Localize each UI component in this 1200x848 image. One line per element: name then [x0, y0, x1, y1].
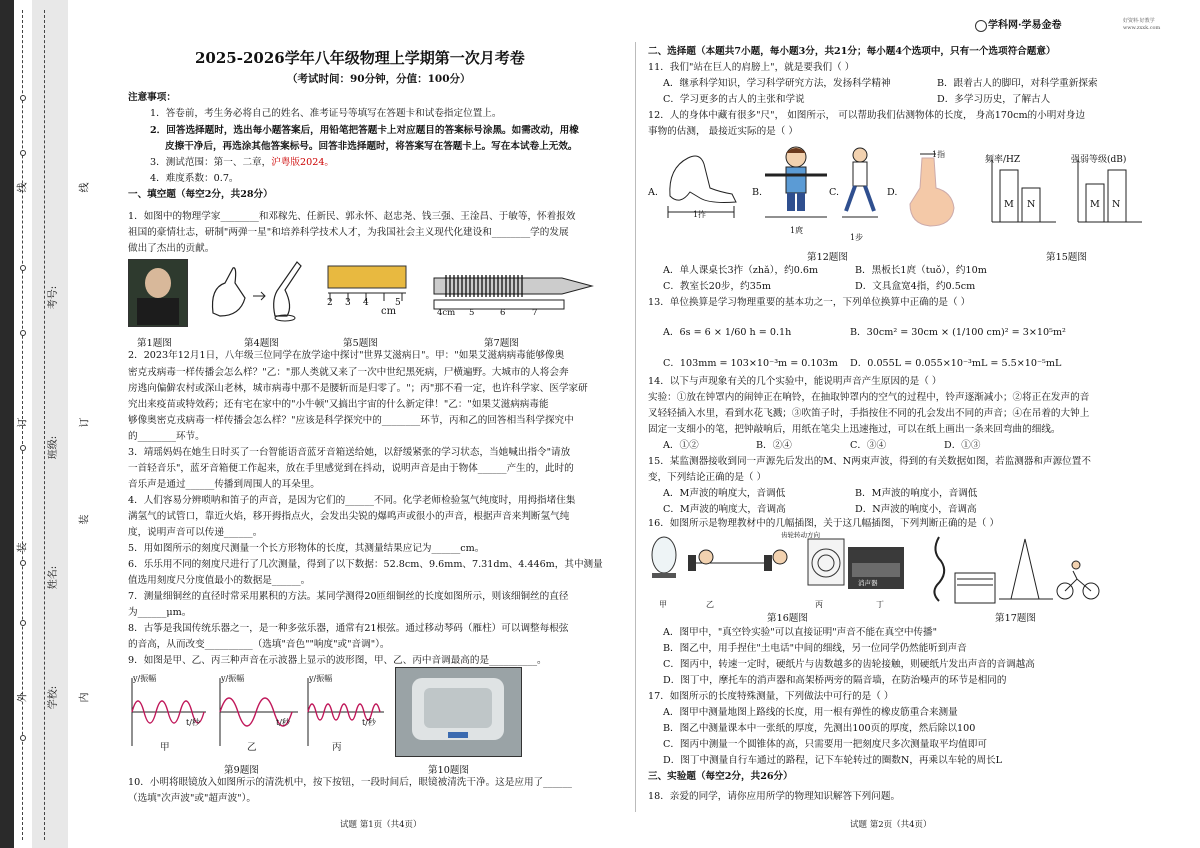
q12-stem: 事物的估测， 最接近实际的是（ ） — [648, 126, 799, 137]
ruler5-tick: 3 — [345, 298, 351, 308]
exam-title: 2025-2026学年八年级物理上学期第一次月考卷 — [195, 49, 525, 67]
logo-text: 学科网·学易金卷 — [988, 20, 1062, 31]
q11-option-a: A．继承科学知识，学习科学研究方法，发扬科学精神 — [663, 78, 891, 89]
wave-t-label: t/秒 — [276, 718, 290, 727]
fig-caption: 第5题图 — [343, 338, 378, 349]
q1-line: 祖国的豪情壮志，研制"两弹一星"和培养科学技术人才，为我国社会主义现代化建设和________学的发展 — [128, 227, 569, 238]
seal-word-nei: 内 — [79, 692, 91, 703]
logo-sub1: 好资料·好教学 — [1123, 18, 1155, 24]
seal-line-inner — [44, 10, 45, 840]
section3-title: 三、实验题（每空2分，共26分） — [648, 771, 793, 782]
q14-option-a: A．①② — [663, 440, 699, 451]
q2-line: 的________环节。 — [128, 431, 205, 442]
q16-option-d: D．图丁中，摩托车的消声器和高架桥两旁的隔音墙，在防治噪声的环节是相同的 — [663, 675, 1007, 686]
q15-bar-label: N — [1112, 199, 1121, 210]
q16-fig-name: 丙 — [815, 600, 823, 609]
q13-option-a: A．6s = 6 × 1/60 h = 0.1h — [663, 327, 792, 338]
q4-hand-sketch — [205, 258, 315, 326]
q6-line: 6．乐乐用不同的刻度尺进行了几次测量，得到了以下数据：52.8cm、9.6mm、7.31dm、4.446m，其中测量 — [128, 559, 603, 570]
q10-line: （选填"次声波"或"超声波"）。 — [128, 793, 256, 804]
q12-option-d: D．文具盒宽4指，约0.5cm — [855, 281, 976, 292]
punch-hole — [20, 95, 26, 101]
exam-subtitle: （考试时间：90分钟，分值：100分） — [287, 73, 471, 85]
q6-line: 值选用刻度尺分度值最小的数据是______。 — [128, 575, 311, 586]
wave-name: 丙 — [332, 742, 342, 753]
q10-ultrasonic-cleaner-photo — [395, 667, 522, 757]
punch-hole — [20, 735, 26, 741]
q5-ruler-figure — [325, 263, 410, 318]
q12-arm-span-figure — [763, 145, 829, 223]
q16-option-c: C．图丙中，转速一定时，硬纸片与齿数越多的齿轮接触，则硬纸片发出声音的音调越高 — [663, 659, 1035, 670]
ruler5-tick: 2 — [327, 298, 333, 308]
q14-option-d: D．①③ — [944, 440, 981, 451]
q8-line: 8．古筝是我国传统乐器之一，是一种多弦乐器，通常有21根弦。通过移动琴码（雁柱）可以调整每根弦 — [128, 623, 569, 634]
q14-line: 14．以下与声现象有关的几个实验中，能说明声音产生原因的是（ ） — [648, 376, 942, 387]
ruler7-tick: 7 — [532, 308, 538, 318]
q13-stem: 13．单位换算是学习物理重要的基本功之一，下列单位换算中正确的是（ ） — [648, 297, 971, 308]
wave-t-label: t/秒 — [362, 718, 376, 727]
q18-stem: 18．亲爱的同学，请你应用所学的物理知识解答下列问题。 — [648, 791, 901, 802]
q9-waveforms — [128, 672, 388, 752]
notice-item: 1．答卷前，考生务必将自己的姓名、准考证号等填写在答题卡和试卷指定位置上。 — [150, 108, 502, 119]
q14-line: 固定一支细小的笔，把钟敲响后，用纸在笔尖上迅速拖过，可以在纸上画出一条来回弯曲的细线。 — [648, 424, 1061, 435]
punch-hole — [20, 330, 26, 336]
fig-caption: 第17题图 — [995, 613, 1036, 624]
q15-option-c: C．M声波的响度大，音调高 — [663, 504, 786, 515]
punch-hole — [20, 620, 26, 626]
page-divider — [635, 42, 636, 812]
q4-line: 4．人们容易分辨唢呐和笛子的声音，是因为它们的______不同。化学老师检验氢气纯度时，用拇指堵住集 — [128, 495, 576, 506]
number-field-label: 考号: — [48, 285, 60, 310]
punch-hole — [20, 445, 26, 451]
q12-fig-label: A. — [648, 187, 658, 198]
q14-line: 实验：①放在钟罩内的闹钟正在响铃，在抽取钟罩内的空气的过程中，铃声逐渐减小；②将正在发声的音 — [648, 392, 1090, 403]
fig-caption: 第16题图 — [767, 613, 808, 624]
fig-caption: 第1题图 — [137, 338, 172, 349]
q14-option-b: B．②④ — [756, 440, 792, 451]
q16-fig-name: 丁 — [876, 600, 884, 609]
logo-icon — [975, 20, 987, 32]
q4-line: 满氢气的试管口，靠近火焰，移开拇指点火，会发出尖锐的爆鸣声或很小的声音，根据声音来判断氢气纯 — [128, 511, 570, 522]
q16-muffler-label: 消声器 — [858, 579, 878, 587]
q16-fig-name: 甲 — [659, 600, 667, 609]
q17-figures — [925, 533, 1105, 605]
q16-fig-name: 乙 — [706, 600, 714, 609]
seal-word-zhuang: 装 — [17, 542, 29, 553]
q1-line: 1．如图中的物理学家________和邓稼先、任新民、郭永怀、赵忠尧、钱三强、王淦昌、于敏等，怀着报效 — [128, 211, 576, 222]
fig-caption: 第15题图 — [1046, 252, 1087, 263]
q15-y1-label: 频率/HZ — [985, 155, 1021, 165]
ruler5-tick: 4 — [363, 298, 369, 308]
name-field-label: 姓名: — [48, 565, 60, 590]
logo — [975, 20, 1175, 34]
ruler7-tick: 6 — [500, 308, 506, 318]
seal-word-ding-inner: 订 — [79, 417, 91, 428]
q10-line: 10．小明将眼镜放入如图所示的清洗机中，按下按钮，一段时间后，眼镜被清洗干净。这是应用了______ — [128, 777, 572, 788]
q12-sub: 1指 — [932, 150, 946, 159]
q12-fig-label: B. — [752, 187, 763, 198]
logo-sub2: www.zxxk.com — [1123, 25, 1161, 31]
q17-option-b: B．图乙中测量课本中一张纸的厚度，先测出100页的厚度，然后除以100 — [663, 723, 976, 734]
q16-option-b: B．图乙中，用手捏住"土电话"中间的细线，另一位同学仍然能听到声音 — [663, 643, 967, 654]
binding-bar — [0, 0, 14, 848]
q11-option-b: B．跟着古人的脚印，对科学重新探索 — [937, 78, 1098, 89]
q15-option-a: A．M声波的响度大，音调低 — [663, 488, 786, 499]
seal-word-ding: 订 — [17, 417, 29, 428]
footer-left: 试题 第1页（共4页） — [340, 820, 422, 830]
seal-word-zhuang-inner: 装 — [79, 514, 91, 525]
punch-hole — [20, 265, 26, 271]
wave-name: 乙 — [247, 742, 257, 753]
q12-option-b: B．黑板长1庹（tuǒ），约10m — [855, 265, 987, 276]
q11-stem: 11．我们"站在巨人的肩膀上"，就是要我们（ ） — [648, 62, 855, 73]
ruler5-tick: 5 — [395, 298, 401, 308]
seal-word-xian-inner: 线 — [79, 182, 91, 193]
q12-option-c: C．教室长20步，约35m — [663, 281, 772, 292]
physicist-photo — [128, 259, 188, 327]
fig-caption: 第9题图 — [224, 765, 259, 776]
q16-stem: 16．如图所示是物理教材中的几幅插图，关于这几幅插图，下列判断正确的是（ ） — [648, 518, 1000, 529]
q8-line: 的音高，从而改变__________（选填"音色""响度"或"音调"）。 — [128, 639, 390, 650]
q15-line: 15．某监测器接收到同一声源先后发出的M、N两束声波，得到的有关数据如图，若监测器和声源位置不 — [648, 456, 1091, 467]
ruler5-unit: cm — [381, 306, 397, 317]
q11-option-d: D．多学习历史，了解古人 — [937, 94, 1051, 105]
section1-title: 一、填空题（每空2分，共28分） — [128, 189, 273, 200]
notice-version: 沪粤版2024。 — [271, 157, 335, 168]
school-field-label: 学校: — [48, 685, 60, 710]
notice-item: 2．回答选择题时，选出每小题答案后，用铅笔把答题卡上对应题目的答案标号涂黑。如需改动，用橡 — [150, 125, 579, 136]
q16-option-a: A．图甲中，"真空铃实验"可以直接证明"声音不能在真空中传播" — [663, 627, 938, 638]
q2-line: 够像奥密克戎病毒一样传播会怎么样？"应该是科学探究中的________环节，丙和乙的回答相当科学探究中 — [128, 415, 574, 426]
q14-option-c: C．③④ — [850, 440, 887, 451]
ruler7-tick: 5 — [469, 308, 475, 318]
q3-line: 一首轻音乐"，蓝牙音箱便工作起来，放在手里感觉到在抖动，说明声音是由于物体______产生的，此时的 — [128, 463, 574, 474]
wave-y-label: y/振幅 — [221, 674, 245, 683]
q13-option-d: D．0.055L = 0.055×10⁻³mL = 5.5×10⁻⁵mL — [850, 358, 1062, 369]
seal-word-wai: 外 — [17, 692, 29, 703]
q3-line: 3．靖瑶妈妈在她生日时买了一台智能语音蓝牙音箱送给她，以舒缓紧张的学习状态，当她喊出指令"请放 — [128, 447, 571, 458]
wave-name: 甲 — [160, 742, 170, 753]
section2-title: 二、选择题（本题共7小题，每小题3分，共21分；每小题4个选项中，只有一个选项符合题意） — [648, 46, 1056, 57]
fig-caption: 第10题图 — [428, 765, 469, 776]
fig-caption: 第12题图 — [807, 252, 848, 263]
q4-line: 度，说明声音可以传递______。 — [128, 527, 263, 538]
q17-stem: 17．如图所示的长度特殊测量，下列做法中可行的是（ ） — [648, 691, 894, 702]
q5-line: 5．用如图所示的刻度尺测量一个长方形物体的长度，其测量结果应记为______cm。 — [128, 543, 485, 554]
q3-line: 音乐声是通过______传播到周围人的耳朵里。 — [128, 479, 320, 490]
q7-pencil-coil-figure — [432, 268, 597, 320]
q12-sub: 1庹 — [790, 226, 804, 235]
q15-y2-label: 强弱等级(dB) — [1071, 155, 1127, 165]
seal-word-xian: 线 — [17, 182, 29, 193]
q12-fig-label: D. — [887, 187, 898, 198]
q15-bar-label: M — [1090, 199, 1100, 210]
q12-option-a: A．单人课桌长3拃（zhǎ），约0.6m — [663, 265, 819, 276]
class-field-label: 班级: — [48, 435, 60, 460]
q7-line: 为______μm。 — [128, 607, 192, 618]
footer-right: 试题 第2页（共4页） — [850, 820, 932, 830]
notice-item: 4．难度系数：0.7。 — [150, 173, 239, 184]
q9-line: 9．如图是甲、乙、丙三种声音在示波器上显示的波形图，甲、乙、丙中音调最高的是__________。 — [128, 655, 547, 666]
q12-finger-figure — [900, 148, 960, 228]
q2-line: 房逃向偏僻农村或深山老林，城市病毒中那不是腰斩而是归零了。"；丙"那不看一定，也许科学家、医学家研 — [128, 383, 588, 394]
binding-gray — [32, 0, 68, 848]
q12-sub: 1拃 — [693, 210, 707, 219]
wave-y-label: y/振幅 — [309, 674, 333, 683]
q17-option-d: D．图丁中测量自行车通过的路程，记下车轮转过的圈数N，再乘以车轮的周长L — [663, 755, 1003, 766]
notice-title: 注意事项： — [128, 92, 176, 103]
q17-option-c: C．图丙中测量一个圆锥体的高，只需要用一把刻度尺多次测量取平均值即可 — [663, 739, 987, 750]
q14-line: 叉轻轻插入水里，看到水花飞溅；③吹笛子时，手指按住不同的孔会发出不同的声音；④在吊着的大钟上 — [648, 408, 1090, 419]
q15-bar-label: N — [1027, 199, 1036, 210]
q2-line: 密克戎病毒一样传播会怎么样？"乙："那人类就又来了一次中世纪黑死病，尸横遍野。大城市的人将会奔 — [128, 367, 569, 378]
notice-item: 3．测试范围：第一、二章，沪粤版2024。 — [150, 157, 335, 168]
notice-item: 皮擦干净后，再选涂其他答案标号。回答非选择题时，将答案写在答题卡上。写在本试卷上无效。 — [165, 141, 578, 152]
q16-gear-label: 齿轮转动方向 — [781, 531, 820, 539]
punch-hole — [20, 150, 26, 156]
q13-option-c: C．103mm = 103×10⁻³m = 0.103m — [663, 358, 838, 369]
wave-t-label: t/秒 — [186, 718, 200, 727]
q13-option-b: B．30cm² = 30cm × (1/100 cm)² = 3×10⁵m² — [850, 327, 1066, 338]
q17-option-a: A．图甲中测量地图上路线的长度，用一根有弹性的橡皮筋重合来测量 — [663, 707, 958, 718]
binding-strip — [0, 0, 91, 848]
q2-line: 2．2023年12月1日，八年级三位同学在放学途中探讨"世界艾滋病日"。甲："如果艾滋病病毒能够像奥 — [128, 350, 565, 361]
q12-sub: 1步 — [850, 233, 864, 242]
q11-option-c: C．学习更多的古人的主张和学说 — [663, 94, 805, 105]
q12-step-figure — [838, 145, 883, 230]
q15-bar-label: M — [1004, 199, 1014, 210]
q15-option-d: D．N声波的响度小，音调高 — [855, 504, 977, 515]
q2-line: 究出来疫苗或特效药；还有宅在家中的"小牛顿"又搞出宇宙的什么新定律！"乙："如果艾滋病病毒能 — [128, 399, 549, 410]
q1-line: 做出了杰出的贡献。 — [128, 243, 215, 254]
fig-caption: 第7题图 — [484, 338, 519, 349]
punch-hole — [20, 560, 26, 566]
q12-stem: 12．人的身体中藏有很多"尺"， 如图所示， 可以帮助我们估测物体的长度， 身高170cm的小明对身边 — [648, 110, 1086, 121]
q7-line: 7．测量细铜丝的直径时常采用累积的方法。某同学测得20匝细铜丝的长度如图所示，则该细铜丝的直径 — [128, 591, 569, 602]
q15-line: 变，下列结论正确的是（ ） — [648, 472, 767, 483]
wave-y-label: y/振幅 — [133, 674, 157, 683]
q15-option-b: B．M声波的响度小，音调低 — [855, 488, 978, 499]
q12-fig-label: C. — [829, 187, 840, 198]
ruler7-tick: 4cm — [437, 308, 456, 318]
fig-caption: 第4题图 — [244, 338, 279, 349]
